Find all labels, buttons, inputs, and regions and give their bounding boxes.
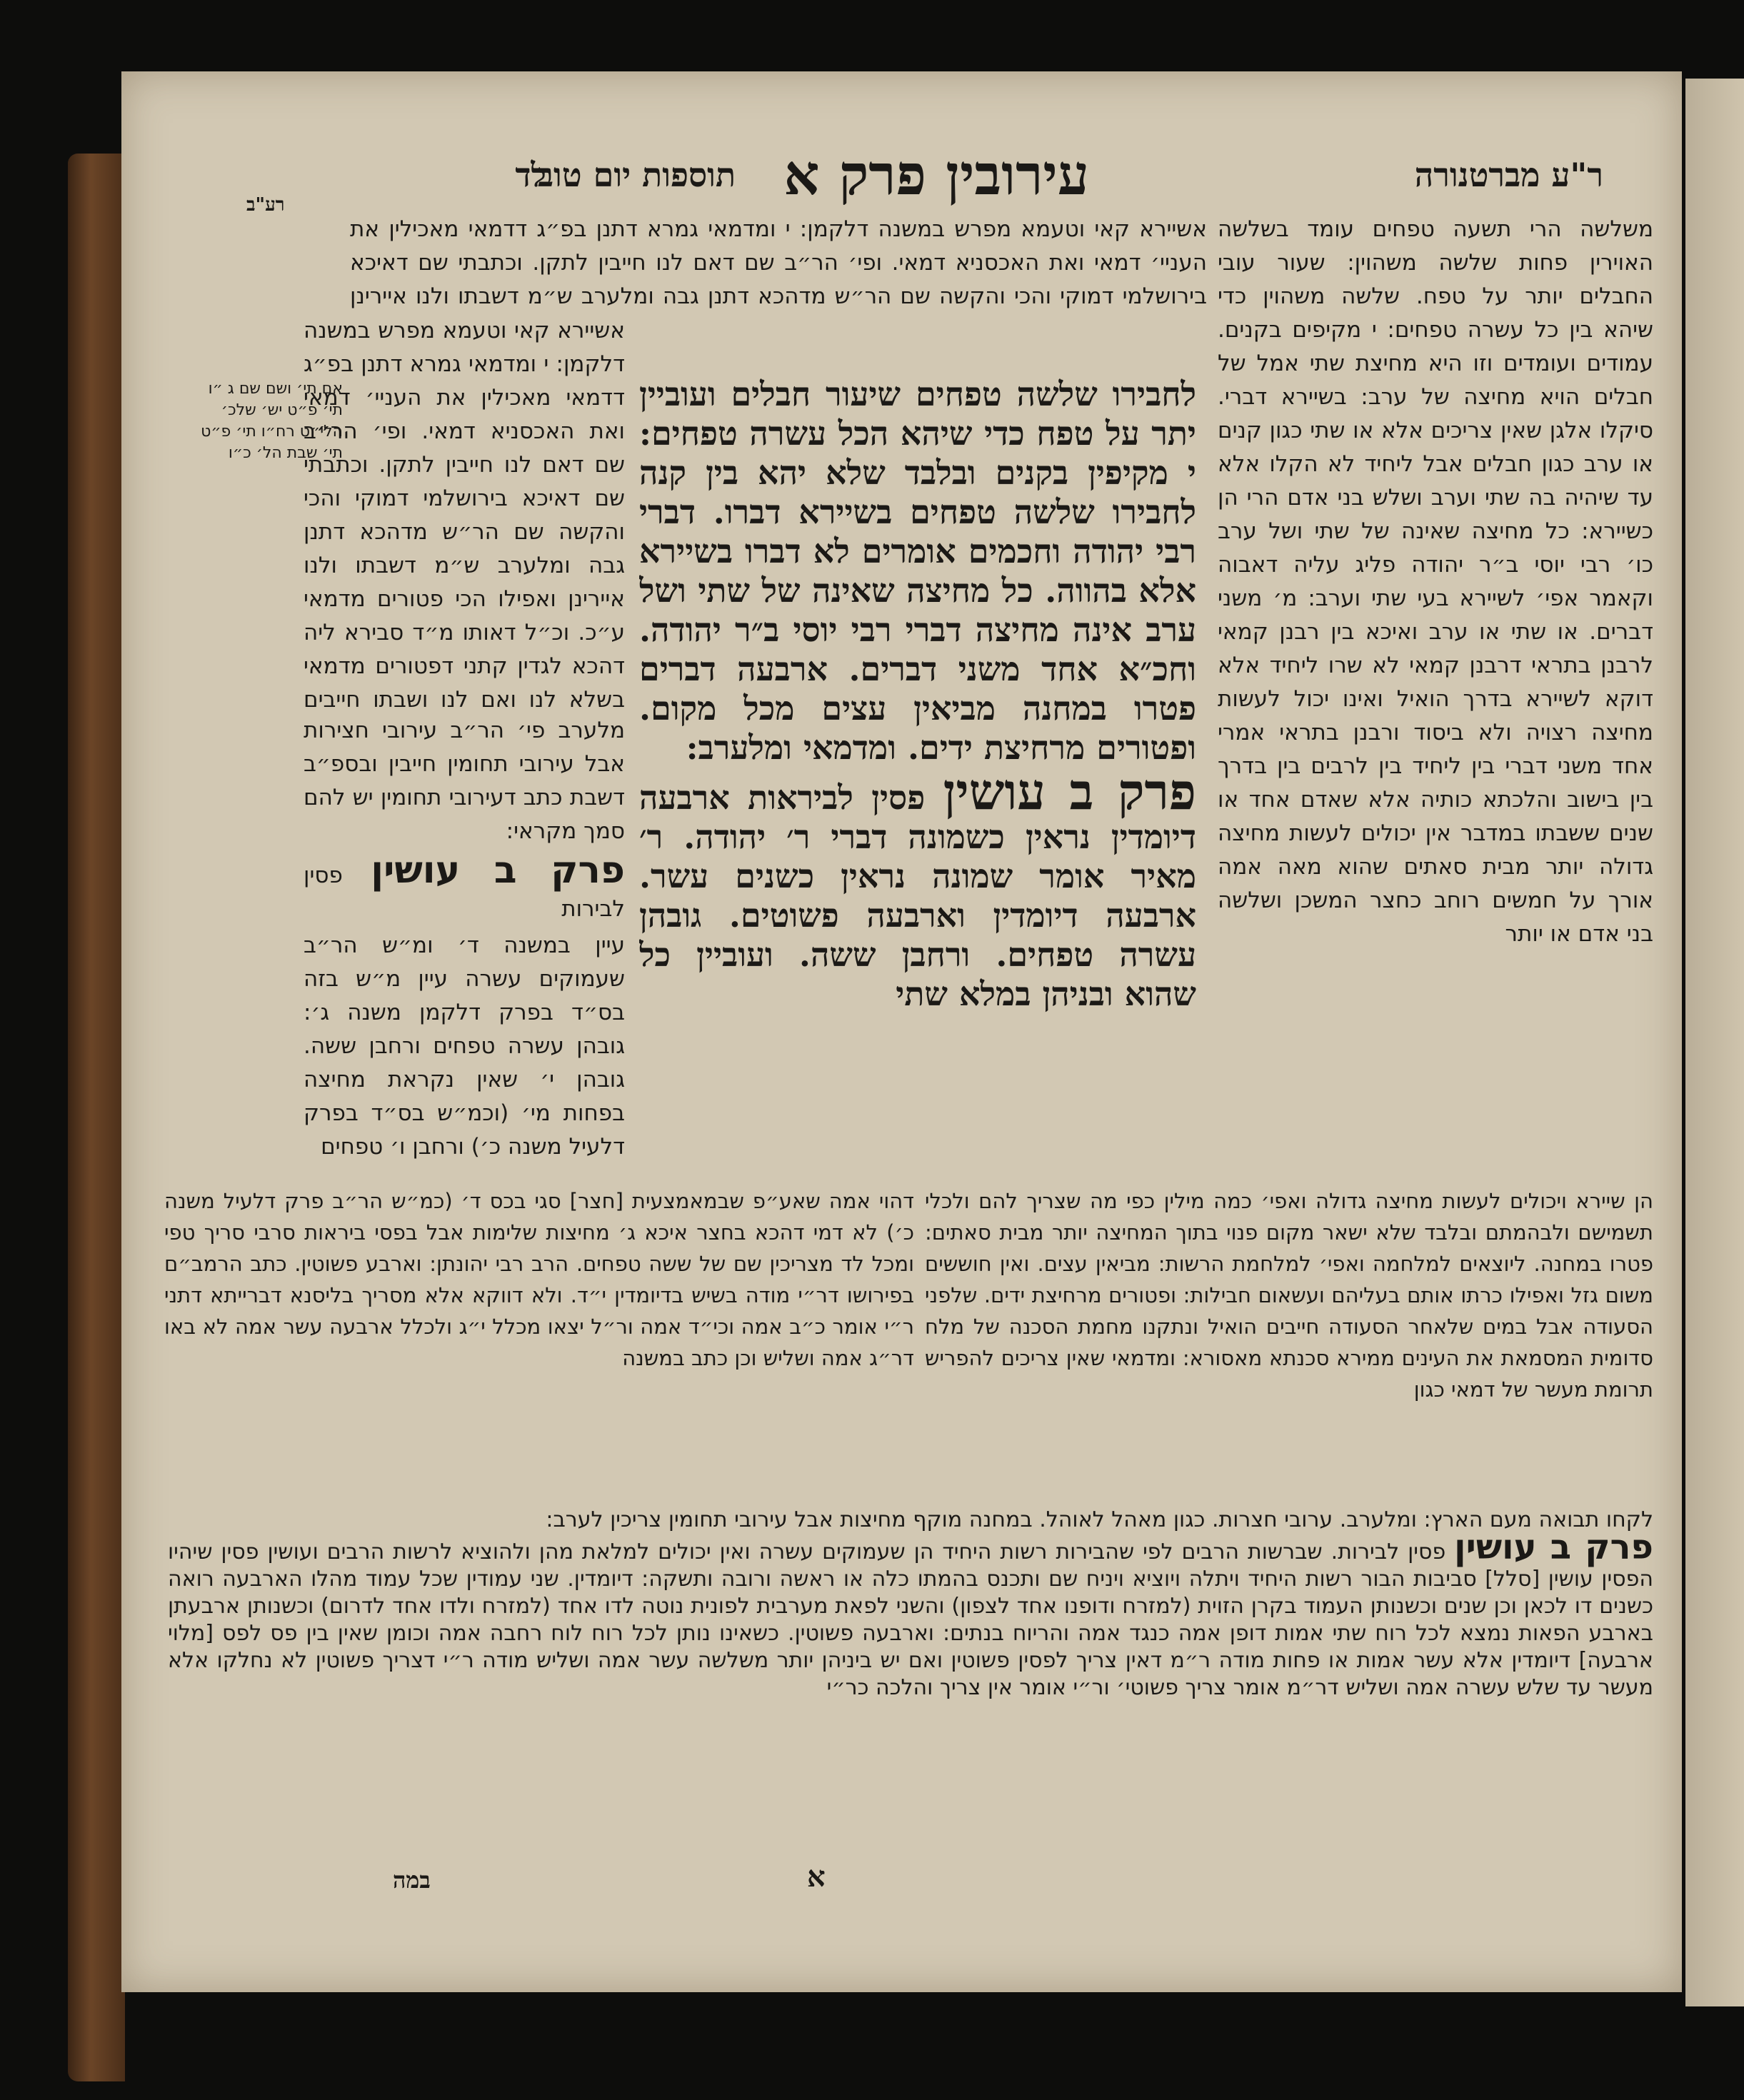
mishna-chapter2-text: פסין לביראות ארבעה דיומדין נראין כשמונה דברי ר׳ יהודה. ר׳ מאיר אומר שמונה נראין כשנים עשר. ארבעה דיומדין וארבעה פשוטים. גובהן עשרה טפחים. ורחבן ששה. ועוביין כל שהוא ובניהן במלא שתי <box>639 778 1196 1013</box>
tosafot-text-low: עיין במשנה ד׳ ומ״ש הר״ב שעמוקים עשרה עיין מ״ש בזה בס״ד בפרק דלקמן משנה ג׳: גובהן עשרה טפחים ורחבן ששה. גובהן י׳ שאין נקראת מחיצה בפחות מי׳ (וכמ״ש בס״ד בפרק דלעיל משנה כ׳) ורחבן ו׳ טפחים <box>304 933 625 1160</box>
tosafot-text-mid: מלערב פי׳ הר״ב עירובי חצירות אבל עירובי תחומין חייבין ובספ״ב דשבת כתב דעירובי תחומין יש להם סמך מקראי: <box>304 718 625 844</box>
tosafot-heading-gloss: פסין לבירות <box>304 863 625 922</box>
margin-label: רע"ב <box>246 194 285 216</box>
mishna-chapter-opening: פרק ב עושין <box>943 762 1196 821</box>
tosafot-chapter-heading: פרק ב עושין <box>371 849 625 892</box>
tosafot-text-bottom: דהוי אמה שאע״פ שבמאמצעית [חצר] סגי בכס ד׳ (כמ״ש הר״ב פרק דלעיל משנה כ׳) לא דמי דהכא בחצר איכא ג׳ מחיצות שלימות אבל בפסי ביראות סרבי סריך טפי ומכל לד מצריכין שם של ששה טפחים. הרב רבי יהונתן: וארבע פשוטין. כתב הרמב״ם בפירושו דר״י מודה בשיש בדיומדין י״ד. ולא דווקא אלא מסריך בליסנא דברייתא דתני ר״י אומר כ״ב אמה וכי״ד אמה ור״ל יצאו מכלל י״ג ולכלל ארבעה עשר אמה לא באו דר״ג אמה ושליש וכן כתב במשנה <box>164 1189 914 1370</box>
header-tractate-chapter: עירובין פרק א <box>783 143 1089 208</box>
header-commentary-left: תוספות יום טוב <box>537 156 736 194</box>
tosafot-text-top: אשיירא קאי וטעמא מפרש במשנה דלקמן: י ומדמאי גמרא דתנן בפ״ג דדמאי מאכילין את העניי׳ דמאי ואת האכסניא דמאי. ופי׳ הר״ב שם דאם לנו חייבין לתקן. וכתבתי שם דאיכא בירושלמי דמוקי והכי והקשה שם הר״ש מדהכא דתנן גבה ומלערב ש״מ דשבתו ולנו איירינן <box>350 216 1207 309</box>
bartenura-text-low: הן שיירא ויכולים לעשות מחיצה גדולה ואפי׳ כמה מילין כפי מה שצריך להם ולכלי תשמישם ולבהמתם ובלבד שלא ישאר מקום פנוי בתוך המחיצה יותר מבית סאתים: פטרו במחנה. ליוצאים למלחמה ואפי׳ למלחמת הרשות: מביאין עצים. ואין חוששים משום גזל ואפילו כרתו אותם בעליהם ועשאום חבילות: ופטורים מרחיצת ידים. שלפני הסעודה אבל במים שלאחר הסעודה חייבים הואיל ונתקנו מחמת הסכנה של מלח סדומית המסמאת את העינים ממירא סכנתא מאסורא: ומדמאי שאין צריכים להפריש תרומת מעשר של דמאי כגון <box>925 1189 1653 1402</box>
book-page <box>121 71 1682 1992</box>
bottom-commentary-text: פסין לבירות. שברשות הרבים לפי שהבירות רשות היחיד הן שעמוקים עשרה ואין יכולים למלאת מהן ולהוציא לרשות הרבים ועושין פסין שיהיו הפסין עושין [סלל] סביבות הבור רשות היחיד ויתלה ויוציא ויניח שם ותכנס בהמתו כלה או ראשה ורובה ותשקה: דיומדין. שני עמודין שכל עמוד מהלו הארבעה רואה כשנים דו לכאן וכן שנים וכשנותן העמוד בקרן הזוית (למזרח ודופנו אחד לצפון) והשני לפאת מערבית לפונית נוטה לדו אחד (למזרח ולדו אחד לדרום) וכשנותן ארבעתן בארבע הפאות נמצא לכל רוח שתי אמות דופן אמה כנגד אמה והריוח בנתים: וארבעה פשוטין. כשאינו נותן לכל רוח לוח רחבה אמה וכומן שאין בין פס לפס [מלוי ארבעה] דיומדין אלא עשר אמות או פחות מודה ר״מ דאין צריך לפסין פשוטין ואם יש ביניהן יותר משלשה עשר אמה ושליש מודה ר״י דצריך פשוטין לא נחלקו אלא מעשר עד שלש עשרה אמה ושליש דר״מ אומר צריך פשוטי׳ ור״י אומר אין צריך והלכה כר״י <box>168 1539 1653 1700</box>
bottom-commentary <box>168 1507 1653 1814</box>
bartenura-column-low <box>925 1185 1653 1499</box>
margin-notes: אם תי׳ ושם שם ג ״ו תי׳ פ״ט יש׳ שלכ׳ הלי״ט רח״ו תי׳ פ״ט תי׳ שבת הל׳ כ״ו <box>201 380 343 462</box>
bottom-full-line: לקחו תבואה מעם הארץ: ומלערב. ערובי חצרות. כגון מאהל לאוהל. במחנה מוקף מחיצות אבל עירובי תחומין צריכין לערב: <box>546 1507 1653 1532</box>
header-commentary-right: ר"ע מברטנורה <box>1414 156 1603 194</box>
bartenura-column-top <box>1218 213 1653 1162</box>
page-header <box>121 143 1682 207</box>
tosafot-text-continued: אשיירא קאי וטעמא מפרש במשנה דלקמן: י ומדמאי גמרא דתנן בפ״ג דדמאי מאכילין את העניי׳ דמאי ואת האכסניא דמאי. ופי׳ הר״ב שם דאם לנו חייבין לתקן. וכתבתי שם דאיכא בירושלמי דמוקי והכי והקשה שם הר״ש מדהכא דתנן גבה ומלערב ש״מ דשבתו ולנו איירינן ואפילו הכי פטורים מדמאי ע״כ. וכ״ל דאותו מ״ד סבירא ליה דהכא לגדין קתני דפטורים מדמאי בשלא לנו ואם לנו ושבתו חייבים <box>304 318 625 713</box>
tosafot-column-top <box>350 213 1207 314</box>
facing-page-edge <box>1685 79 1744 2006</box>
mishna-block <box>639 375 1196 1164</box>
book-spine-edge <box>68 154 125 2081</box>
tosafot-column-bottom <box>164 1185 914 1499</box>
signature-mark: א <box>807 1860 826 1894</box>
tosafot-column-left <box>304 314 625 1185</box>
catchword: במה <box>393 1867 431 1894</box>
bartenura-text-top: משלשה הרי תשעה טפחים עומד בשלשה האוירין פחות שלשה משהוין: שעור עובי החבלים יותר על טפח. שלשה משהוין כדי שיהא בין כל עשרה טפחים: י מקיפים בקנים. עמודים ועומדים וזו היא מחיצת שתי אמל של חבלים הויא מחיצה של ערב: בשיירא דברי. סיקלו אלגן שאין צריכים אלא או שתי כגון קנים או ערב כגון חבלים אבל ליחיד לא הקלו אלא עד שיהיה בה שתי וערב ושלש בני אדם הרי הן כשיירא: כל מחיצה שאינה של שתי ושל ערב כו׳ רבי יוסי ב״ר יהודה פליג עליה דאבוה וקאמר אפי׳ לשיירא בעי שתי וערב: מ׳ משני דברים. או שתי או ערב ואיכא בין רבנן קמאי לרבנן בתראי דרבנן קמאי לא שרו ליחיד אלא דוקא לשיירא בדרך הואיל ואינו יכול לעשות מחיצה רצויה ולא ביסוד ורבנן בתראי אמרי אחד משני דברי בין ליחיד בין לרבים בין בדרך בין בישוב והלכתא כותיה אלא שאדם אחד או שנים ששבתו במדבר אין יכולים לעשות מחיצה גדולה יותר מבית סאתים שהוא מאה אמה אורך על חמשים רוחב כחצר המשכן ושלשה בני אדם או יותר <box>1218 216 1653 947</box>
bottom-chapter-heading: פרק ב עושין <box>1454 1527 1653 1567</box>
mishna-text: לחבירו שלשה טפחים שיעור חבלים ועוביין יתר על טפח כדי שיהא הכל עשרה טפחים: י מקיפין בקנים ובלבד שלא יהא בין קנה לחבירו שלשה טפחים בשיירא דברו. דברי רבי יהודה וחכמים אומרים לא דברו בשיירא אלא בהווה. כל מחיצה שאינה של שתי ושל ערב אינה מחיצה דברי רבי יוסי ב״ר יהודה. וחכ״א אחד משני דברים. ארבעה דברים פטרו במחנה מביאין עצים מכל מקום. ופטורים מרחיצת ידים. ומדמאי ומלערב: <box>639 375 1196 767</box>
folio-number: לד <box>515 156 546 194</box>
